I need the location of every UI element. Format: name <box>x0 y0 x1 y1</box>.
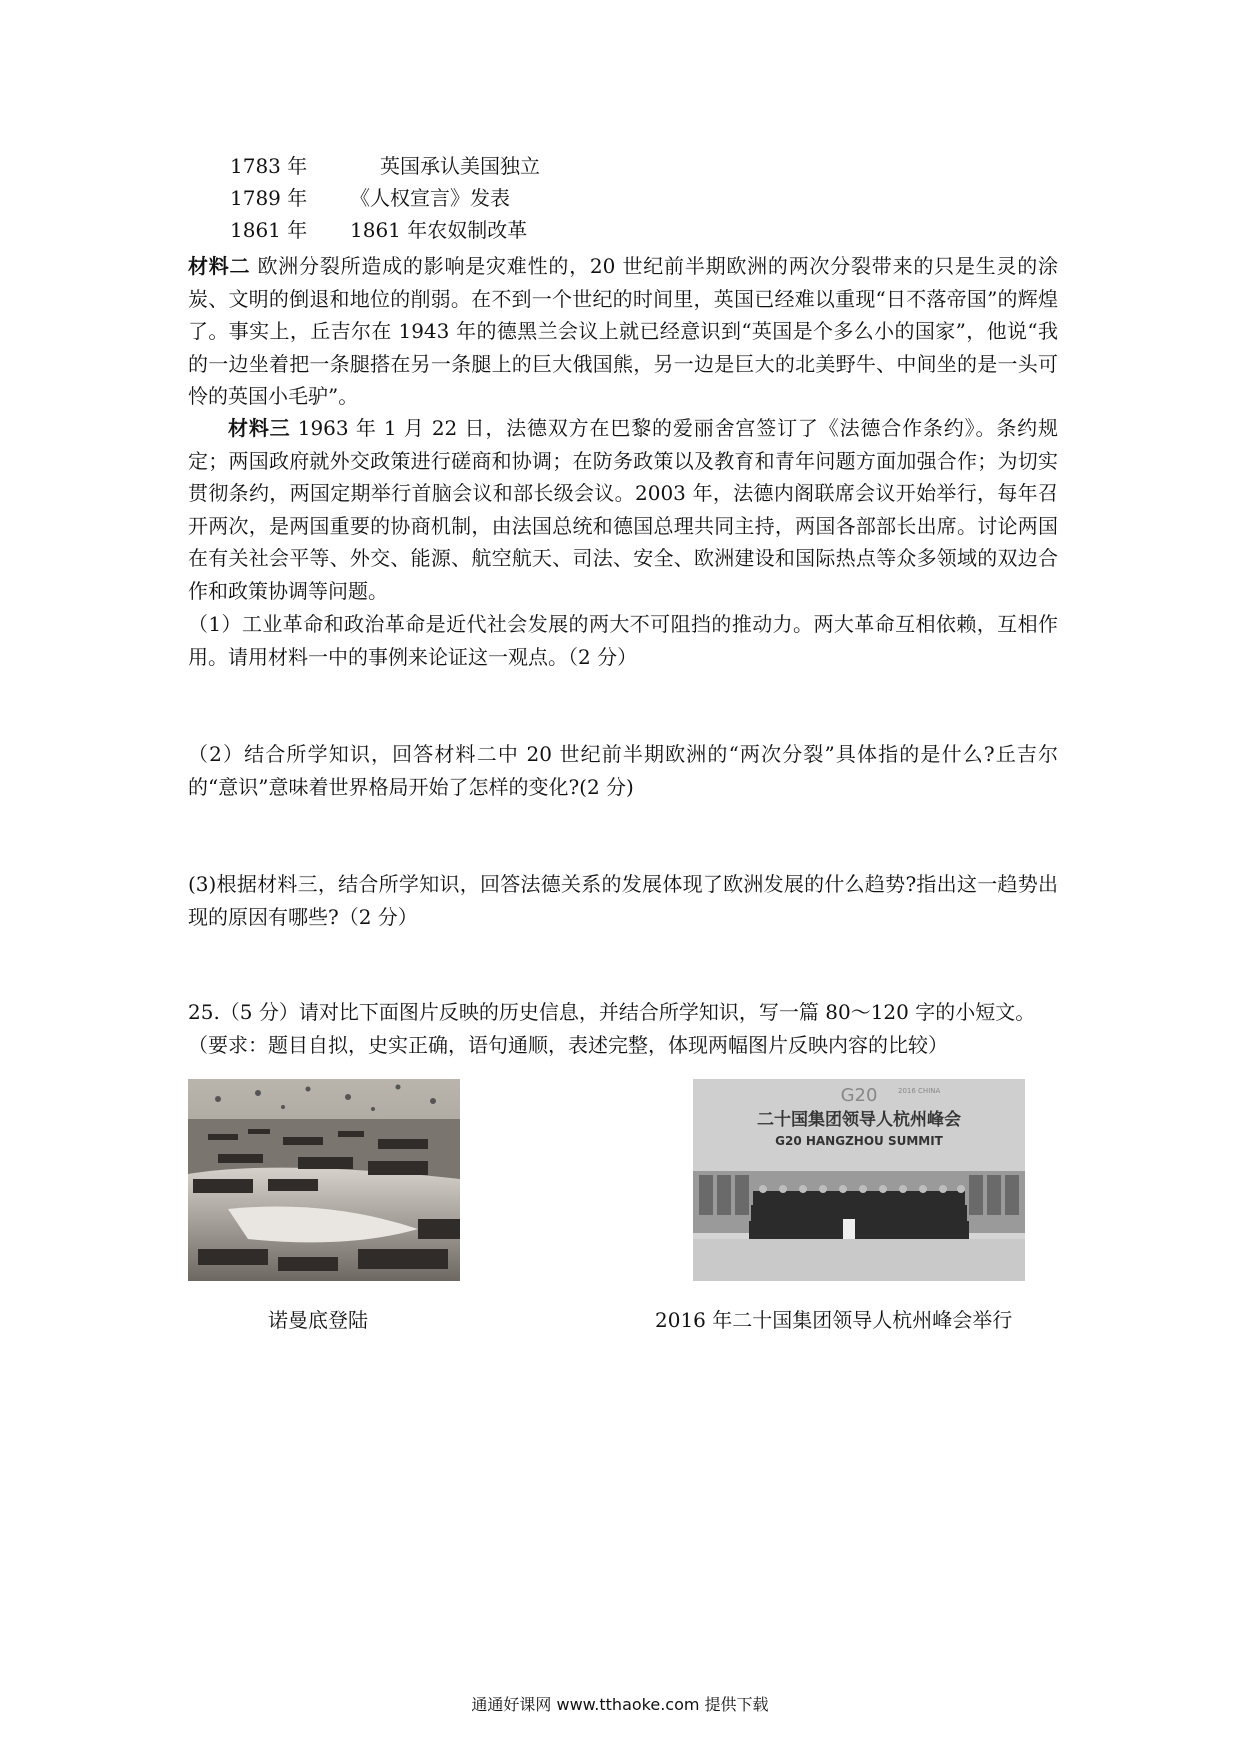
material-three <box>188 412 1058 608</box>
g20-title-en: G20 HANGZHOU SUMMIT <box>775 1134 943 1148</box>
question-25-requirements: （要求：题目自拟，史实正确，语句通顺，表述完整，体现两幅图片反映内容的比较） <box>188 1032 948 1057</box>
material-three-label: 材料三 <box>228 416 291 440</box>
footer-watermark: 通通好课网 www.tthaoke.com 提供下载 <box>471 1695 769 1714</box>
normandy-caption: 诺曼底登陆 <box>268 1308 368 1332</box>
timeline-row <box>230 182 540 214</box>
timeline-event: 英国承认美国独立 <box>380 154 540 178</box>
material-two-text: 欧洲分裂所造成的影响是灾难性的，20 世纪前半期欧洲的两次分裂带来的只是生灵的涂炭、文明的倒退和地位的削弱。在不到一个世纪的时间里，英国已经难以重现“日不落帝国”的辉煌了。事实上，丘吉尔在 1943 年的德黑兰会议上就已经意识到“英国是个多么小的国家”，他说“我的一边坐着把一条腿搭在另一条腿上的巨大俄国熊，另一边是巨大的北美野牛、中间坐的是一头可怜的英国小毛驴”。 <box>188 254 1059 409</box>
timeline-row <box>230 214 540 246</box>
question-25-prompt: 25.（5 分）请对比下面图片反映的历史信息，并结合所学知识，写一篇 80～120 字的小短文。 <box>188 1000 1036 1024</box>
timeline-year: 1789 年 <box>230 186 308 210</box>
material-three-text: 1963 年 1 月 22 日，法德双方在巴黎的爱丽舍宫签订了《法德合作条约》。条约规定；两国政府就外交政策进行磋商和协调；在防务政策以及教育和青年问题方面加强合作；为切实贯彻条约，两国定期举行首脑会议和部长级会议。2003 年，法德内阁联席会议开始举行，每年召开两次，是两国重要的协商机制，由法国总统和德国总理共同主持，两国各部部长出席。讨论两国在有关社会平等、外交、能源、航空航天、司法、安全、欧洲建设和国际热点等众多领域的双边合作和政策协调等问题。 <box>188 416 1059 603</box>
question-25 <box>188 996 1058 1061</box>
timeline-row <box>230 150 540 182</box>
g20-summit-photo <box>693 1079 1025 1281</box>
timeline-year: 1861 年 <box>230 218 308 242</box>
material-two <box>188 250 1058 413</box>
g20-logo-sub: 2016 CHINA <box>898 1087 941 1095</box>
g20-logo: G20 <box>840 1085 878 1106</box>
timeline-event: 1861 年农奴制改革 <box>350 218 528 242</box>
normandy-landing-photo <box>188 1079 460 1281</box>
timeline-event: 《人权宣言》发表 <box>350 186 510 210</box>
question-1: （1）工业革命和政治革命是近代社会发展的两大不可阻挡的推动力。两大革命互相依赖，互相作用。请用材料一中的事例来论证这一观点。（2 分） <box>188 612 1058 669</box>
question-2: （2）结合所学知识，回答材料二中 20 世纪前半期欧洲的“两次分裂”具体指的是什么?丘吉尔的“意识”意味着世界格局开始了怎样的变化?(2 分) <box>188 742 1058 799</box>
g20-title-cn: 二十国集团领导人杭州峰会 <box>757 1110 961 1130</box>
g20-caption: 2016 年二十国集团领导人杭州峰会举行 <box>655 1308 1013 1332</box>
timeline-table <box>230 150 540 246</box>
timeline-year: 1783 年 <box>230 154 308 178</box>
material-two-label: 材料二 <box>188 254 251 278</box>
question-3: (3)根据材料三，结合所学知识，回答法德关系的发展体现了欧洲发展的什么趋势?指出这一趋势出现的原因有哪些?（2 分） <box>188 872 1058 929</box>
